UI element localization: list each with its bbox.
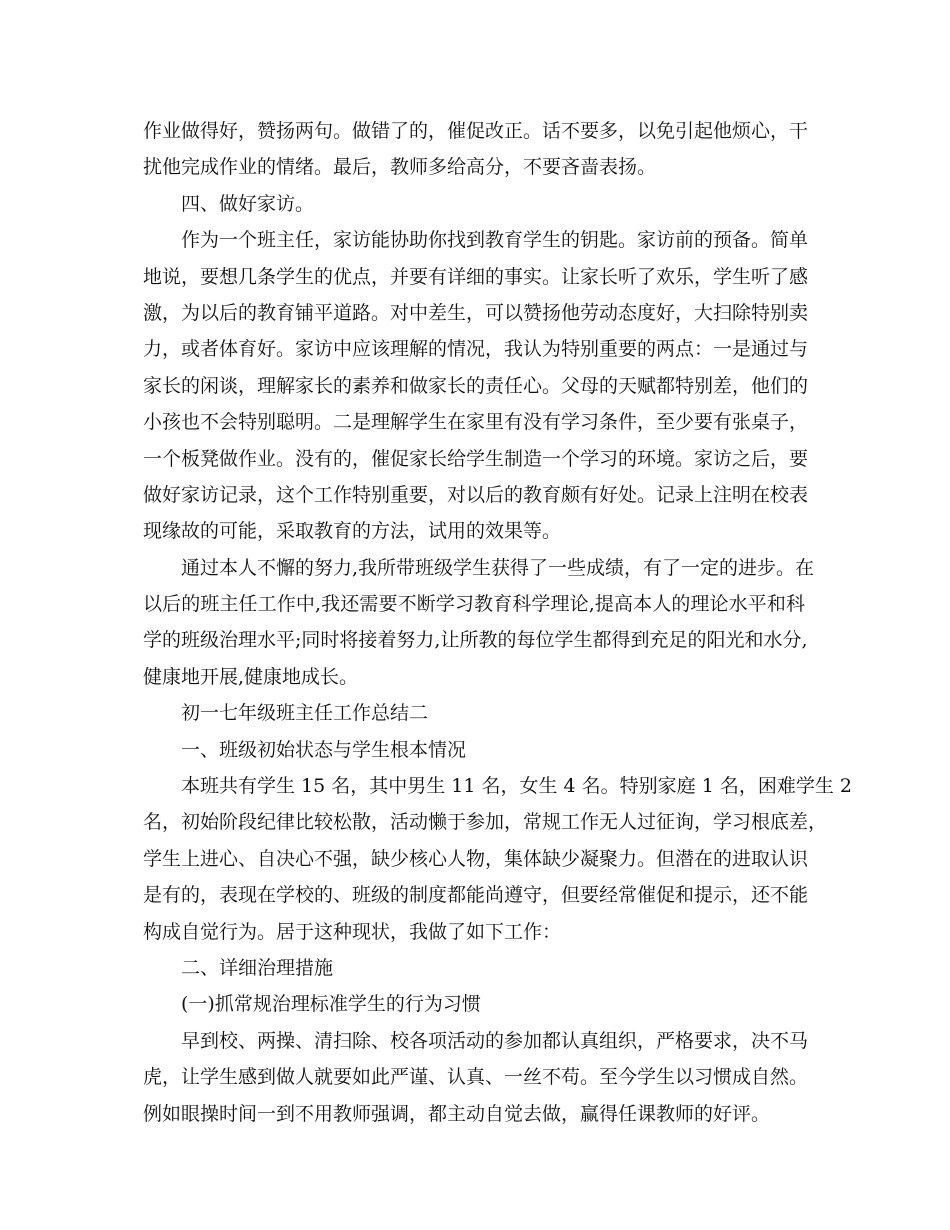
text-line: 作业做得好，赞扬两句。做错了的，催促改正。话不要多，以免引起他烦心，干 — [143, 120, 809, 142]
text-line: 作为一个班主任，家访能协助你找到教育学生的钥匙。家访前的预备。简单 — [181, 229, 809, 252]
text-line: 例如眼操时间一到不用教师强调，都主动自觉去做，赢得任课教师的好评。 — [143, 1102, 771, 1125]
text-line: 名，初始阶段纪律比较松散，活动懒于参加，常规工作无人过征询，学习根底差， — [143, 811, 828, 834]
text-line: 健康地开展,健康地成长。 — [143, 665, 359, 688]
text-line: 现缘故的可能，采取教育的方法，试用的效果等。 — [143, 520, 562, 543]
text-line: 激，为以后的教育铺平道路。对中差生，可以赞扬他劳动态度好，大扫除特别卖 — [143, 301, 809, 324]
text-line: 地说，要想几条学生的优点，并要有详细的事实。让家长听了欢乐，学生听了感 — [143, 265, 809, 288]
text-line: 学的班级治理水平;同时将接着努力,让所教的每位学生都得到充足的阳光和水分, — [143, 629, 808, 652]
text-line: 虎，让学生感到做人就要如此严谨、认真、一丝不苟。至今学生以习惯成自然。 — [143, 1066, 809, 1089]
text-line: 初一七年级班主任工作总结二 — [181, 702, 429, 725]
text-line: (一)抓常规治理标准学生的行为习惯 — [181, 993, 481, 1016]
text-line: 做好家访记录，这个工作特别重要，对以后的教育颇有好处。记录上注明在校表 — [143, 483, 809, 506]
text-line: 以后的班主任工作中,我还需要不断学习教育科学理论,提高本人的理论水平和科 — [143, 593, 805, 616]
document-page — [143, 113, 852, 1132]
text-line: 扰他完成作业的情绪。最后，教师多给高分，不要吝啬表扬。 — [143, 156, 657, 179]
text-line: 一、班级初始状态与学生根本情况 — [181, 738, 467, 761]
text-line: 通过本人不懈的努力,我所带班级学生获得了一些成绩，有了一定的进步。在 — [181, 556, 815, 579]
text-line: 是有的，表现在学校的、班级的制度都能尚遵守，但要经常催促和提示，还不能 — [143, 884, 809, 907]
text-line: 家长的闲谈，理解家长的素养和做家长的责任心。父母的天赋都特别差，他们的 — [143, 374, 809, 397]
text-line: 学生上进心、自决心不强，缺少核心人物，集体缺少凝聚力。但潜在的进取认识 — [143, 847, 809, 870]
text-line: 一个板凳做作业。没有的，催促家长给学生制造一个学习的环境。家访之后，要 — [143, 447, 809, 470]
text-line: 本班共有学生 15 名，其中男生 11 名，女生 4 名。特别家庭 1 名，困难学生 2 — [181, 775, 852, 798]
text-line: 小孩也不会特别聪明。二是理解学生在家里有没有学习条件，至少要有张桌子， — [143, 411, 809, 434]
text-line: 构成自觉行为。居于这种现状，我做了如下工作： — [143, 920, 562, 943]
text-line: 四、做好家访。 — [181, 192, 315, 215]
text-line: 早到校、两操、清扫除、校各项活动的参加都认真组织，严格要求，决不马 — [181, 1029, 809, 1052]
text-line: 力，或者体育好。家访中应该理解的情况，我认为特别重要的两点：一是通过与 — [143, 338, 809, 361]
text-line: 二、详细治理措施 — [181, 956, 334, 979]
